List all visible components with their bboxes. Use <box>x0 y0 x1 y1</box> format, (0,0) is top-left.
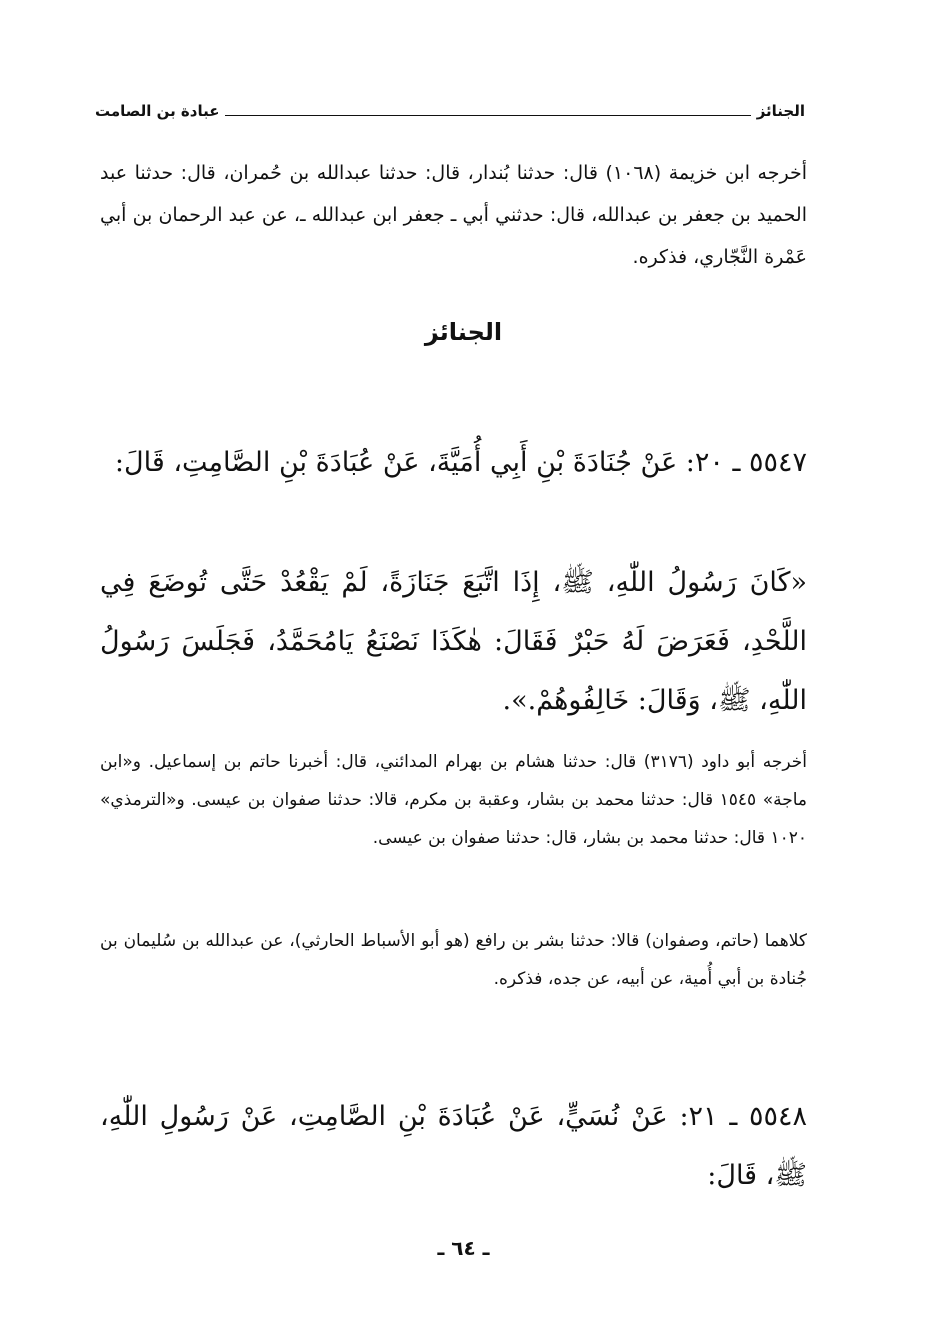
header-chapter: الجنائز <box>756 102 805 120</box>
intro-source-paragraph: أخرجه ابن خزيمة (١٠٦٨) قال: حدثنا بُندار، قال: حدثنا عبدالله بن حُمران، قال: حدثنا عبد الحميد بن جعفر بن عبدالله، قال: حدثني أبي ـ جعفر ابن عبدالله ـ، عن عبد الرحمان بن أبي عَمْرة النَّجّاري، فذكره. <box>100 162 807 268</box>
hadith-5548-isnad: ٥٥٤٨ ـ ٢١: عَنْ نُسَيٍّ، عَنْ عُبَادَةَ بْنِ الصَّامِتِ، عَنْ رَسُولِ اللّٰهِ، ﷺ، قَالَ: <box>100 1101 807 1191</box>
section-title: الجنائز <box>424 318 503 346</box>
running-header <box>95 96 805 126</box>
hadith-5547-takhrij-2: كلاهما (حاتم، وصفوان) قالا: حدثنا بشر بن رافع (هو أبو الأسباط الحارثي)، عن عبدالله بن سُليمان بن جُنادة بن أبي أُمية، عن أبيه، عن جده، فذكره. <box>100 931 807 989</box>
hadith-5547-takhrij-1: أخرجه أبو داود (٣١٧٦) قال: حدثنا هشام بن بهرام المدائني، قال: أخبرنا حاتم بن إسماعيل. و«ابن ماجة» ١٥٤٥ قال: حدثنا محمد بن بشار، وعقبة بن مكرم، قالا: حدثنا صفوان بن عيسى. و«الترمذي» ١٠٢٠ قال: حدثنا محمد بن بشار، قال: حدثنا صفوان بن عيسى. <box>100 752 808 848</box>
header-narrator: عبادة بن الصامت <box>95 102 220 120</box>
hadith-5547-matn: «كَانَ رَسُولُ اللّٰهِ، ﷺ، إِذَا اتَّبَعَ جَنَازَةً، لَمْ يَقْعُدْ حَتَّى تُوضَعَ فِي اللَّحْدِ، فَعَرَضَ لَهُ حَبْرٌ فَقَالَ: هٰكَذَا نَصْنَعُ يَامُحَمَّدُ، فَجَلَسَ رَسُولُ اللّٰهِ، ﷺ، وَقَالَ: خَالِفُوهُمْ.». <box>100 567 807 716</box>
header-rule <box>225 115 750 116</box>
page-number: ـ ٦٤ ـ <box>437 1236 490 1260</box>
hadith-5547-isnad: ٥٥٤٧ ـ ٢٠: عَنْ جُنَادَةَ بْنِ أَبِي أُمَيَّةَ، عَنْ عُبَادَةَ بْنِ الصَّامِتِ، قَالَ: <box>114 447 807 478</box>
